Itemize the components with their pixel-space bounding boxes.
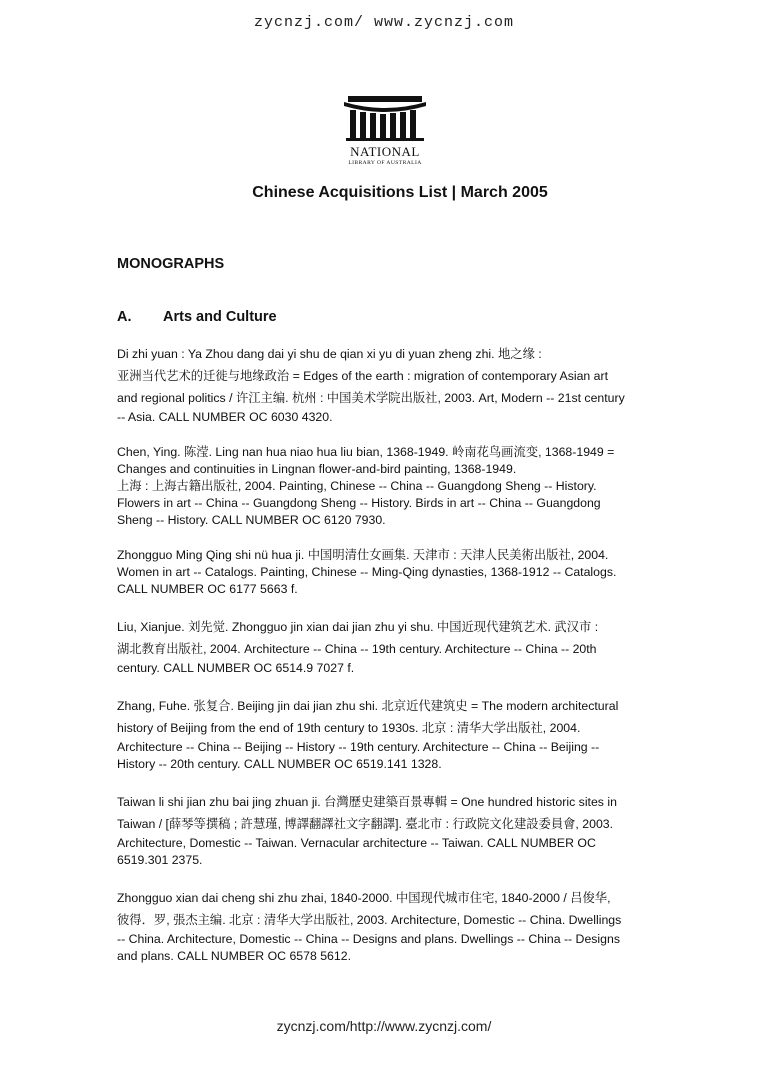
entry-line: Sheng -- History. CALL NUMBER OC 6120 7930.	[117, 513, 386, 527]
entry	[117, 887, 657, 965]
entries-list	[117, 343, 657, 983]
page-title: Chinese Acquisitions List | March 2005	[252, 184, 548, 201]
subsection-label: Arts and Culture	[163, 309, 277, 325]
entry-line: Taiwan li shi jian zhu bai jing zhuan ji. 台灣歷史建築百景專輯 = One hundred historic sites in	[117, 795, 617, 809]
entry-line: century. CALL NUMBER OC 6514.9 7027 f.	[117, 661, 355, 675]
entry-line: 6519.301 2375.	[117, 853, 203, 867]
entry	[117, 791, 657, 869]
subsection-letter: A.	[117, 309, 132, 325]
entry-line: CALL NUMBER OC 6177 5663 f.	[117, 582, 298, 596]
entry	[117, 343, 657, 426]
entry-line: Di zhi yuan : Ya Zhou dang dai yi shu de qian xi yu di yuan zheng zhi. 地之缘 :	[117, 347, 542, 361]
entry-line: Liu, Xianjue. 刘先觉. Zhongguo jin xian dai jian zhu yi shu. 中国近现代建筑艺术. 武汉市 :	[117, 620, 599, 634]
entry	[117, 616, 657, 677]
section-heading: MONOGRAPHS	[117, 256, 225, 272]
logo-subtitle: LIBRARY OF AUSTRALIA	[348, 160, 422, 166]
entry-line: Women in art -- Catalogs. Painting, Chinese -- Ming-Qing dynasties, 1368-1912 -- Catalogs.	[117, 565, 617, 579]
entry-line: and plans. CALL NUMBER OC 6578 5612.	[117, 949, 351, 963]
entry-line: 湖北教育出版社, 2004. Architecture -- China -- 19th century. Architecture -- China -- 20th	[117, 642, 597, 656]
entry-line: Zhongguo xian dai cheng shi zhu zhai, 1840-2000. 中国现代城市住宅, 1840-2000 / 吕俊华,	[117, 891, 611, 905]
entry-line: 亚洲当代艺术的迁徙与地缘政治 = Edges of the earth : migration of contemporary Asian art	[117, 369, 609, 383]
entry-line: -- China. Architecture, Domestic -- China -- Designs and plans. Dwellings -- China -- Designs	[117, 932, 620, 946]
entry-line: history of Beijing from the end of 19th century to 1930s. 北京 : 清华大学出版社, 2004.	[117, 721, 581, 735]
entry-line: Flowers in art -- China -- Guangdong Sheng -- History. Birds in art -- China -- Guangdong	[117, 496, 601, 510]
entry	[117, 444, 657, 529]
header-url: zycnzj.com/ www.zycnzj.com	[253, 14, 515, 31]
entry	[117, 547, 657, 598]
entry-line: Zhongguo Ming Qing shi nü hua ji. 中国明清仕女画集. 天津市 : 天津人民美術出版社, 2004.	[117, 548, 609, 562]
entry-line: Zhang, Fuhe. 张复合. Beijing jin dai jian zhu shi. 北京近代建筑史 = The modern architectural	[117, 699, 619, 713]
entry-line: History -- 20th century. CALL NUMBER OC 6519.141 1328.	[117, 757, 442, 771]
footer-url: zycnzj.com/http://www.zycnzj.com/	[276, 1018, 492, 1034]
entry-line: Taiwan / [薛琴等撰稿 ; 許慧瑾, 博譯翻譯社文字翻譯]. 臺北市 : 行政院文化建設委員會, 2003.	[117, 817, 614, 831]
entry	[117, 695, 657, 773]
logo-wordmark: NATIONAL	[350, 144, 420, 159]
subsection-heading	[117, 309, 277, 325]
entry-line: -- Asia. CALL NUMBER OC 6030 4320.	[117, 410, 333, 424]
entry-line: Changes and continuities in Lingnan flower-and-bird painting, 1368-1949.	[117, 462, 517, 476]
entry-line: Architecture -- China -- Beijing -- History -- 19th century. Architecture -- China -- Beijing --	[117, 740, 600, 754]
entry-line: 彼得．罗, 張杰主编. 北京 : 清华大学出版社, 2003. Architecture, Domestic -- China. Dwellings	[117, 913, 622, 927]
entry-line: Chen, Ying. 陈滢. Ling nan hua niao hua liu bian, 1368-1949. 岭南花鸟画流变, 1368-1949 =	[117, 445, 615, 459]
entry-line: and regional politics / 许江主编. 杭州 : 中国美术学院出版社, 2003. Art, Modern -- 21st century	[117, 391, 625, 405]
entry-line: Architecture, Domestic -- Taiwan. Vernacular architecture -- Taiwan. CALL NUMBER OC	[117, 836, 596, 850]
entry-line: 上海 : 上海古籍出版社, 2004. Painting, Chinese -- China -- Guangdong Sheng -- History.	[117, 479, 597, 493]
